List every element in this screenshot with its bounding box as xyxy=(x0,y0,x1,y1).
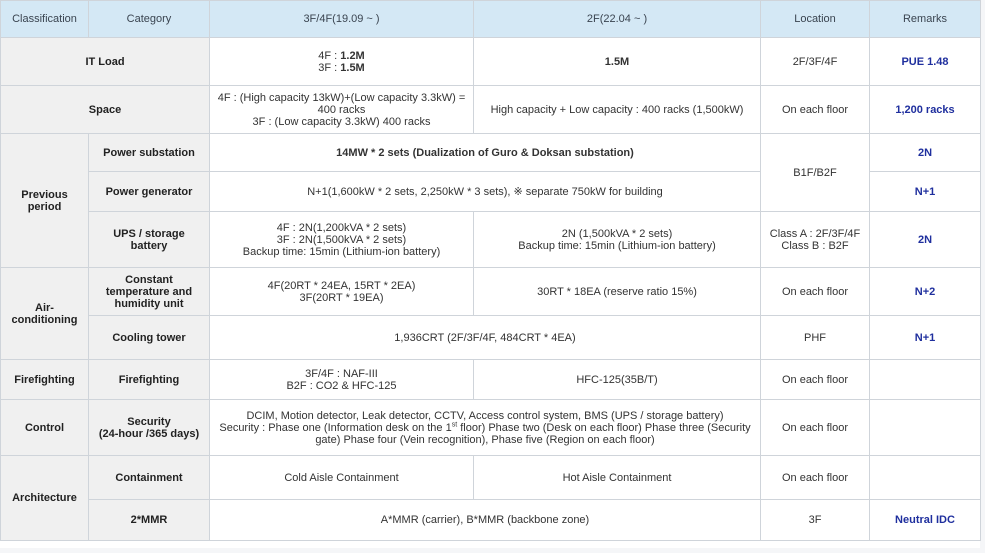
header-row xyxy=(1,1,981,38)
security-value-sup: st xyxy=(451,420,458,428)
constant-temp-3f4f xyxy=(210,268,474,316)
architecture-class-label: Architecture xyxy=(1,456,89,541)
security-label-line1: Security xyxy=(127,415,171,428)
unit-label-line1: Constant xyxy=(125,273,173,286)
firefighting-location: On each floor xyxy=(761,360,870,400)
it-load-label: IT Load xyxy=(1,38,210,86)
security-value-line2b: floor) Phase two (Desk on each floor) Phase three (Security xyxy=(457,421,751,434)
firefighting-2f: HFC-125(35B/T) xyxy=(474,360,761,400)
firefighting-label: Firefighting xyxy=(89,360,210,400)
space-location: On each floor xyxy=(761,86,870,134)
col-header-classification: Classification xyxy=(1,1,89,38)
unit-label-line2: temperature and xyxy=(105,285,193,298)
space-3f4f-line2: 400 racks xyxy=(317,103,366,116)
it-load-3f4f xyxy=(210,38,474,86)
power-generator-label: Power generator xyxy=(89,172,210,212)
security-location: On each floor xyxy=(761,400,870,456)
space-2f: High capacity + Low capacity : 400 racks (1,500kW) xyxy=(474,86,761,134)
row-power-substation xyxy=(1,134,981,172)
it-load-3f-prefix: 3F : xyxy=(318,61,341,74)
security-value-line1: DCIM, Motion detector, Leak detector, CCTV, Access control system, BMS (UPS / storage battery) xyxy=(246,409,724,422)
row-control xyxy=(1,400,981,456)
mmr-remarks: Neutral IDC xyxy=(870,500,981,541)
ups-3f4f-line2: 3F : 2N(1,500kVA * 2 sets) xyxy=(276,233,407,246)
power-generator-remarks: N+1 xyxy=(870,172,981,212)
ups-label-line1: UPS / storage xyxy=(113,227,185,240)
ups-2f-line2: Backup time: 15min (Lithium-ion battery) xyxy=(518,239,716,252)
row-it-load xyxy=(1,38,981,86)
it-load-location: 2F/3F/4F xyxy=(761,38,870,86)
it-load-3f-value: 1.5M xyxy=(340,61,365,74)
ups-2f xyxy=(474,212,761,268)
containment-remarks xyxy=(870,456,981,500)
it-load-remarks: PUE 1.48 xyxy=(870,38,981,86)
cooling-tower-remarks: N+1 xyxy=(870,316,981,360)
security-label xyxy=(89,400,210,456)
space-3f4f-line3: 3F : (Low capacity 3.3kW) 400 racks xyxy=(252,115,431,128)
col-header-2f: 2F(22.04 ~ ) xyxy=(474,1,761,38)
space-3f4f xyxy=(210,86,474,134)
col-header-category: Category xyxy=(89,1,210,38)
ups-remarks: 2N xyxy=(870,212,981,268)
air-conditioning-label xyxy=(1,268,89,360)
row-containment xyxy=(1,456,981,500)
containment-2f: Hot Aisle Containment xyxy=(474,456,761,500)
row-space xyxy=(1,86,981,134)
cooling-tower-label: Cooling tower xyxy=(89,316,210,360)
col-header-location: Location xyxy=(761,1,870,38)
col-header-remarks: Remarks xyxy=(870,1,981,38)
air-label-line2: conditioning xyxy=(11,313,78,326)
power-location: B1F/B2F xyxy=(761,134,870,212)
ups-3f4f xyxy=(210,212,474,268)
previous-label-line2: period xyxy=(27,200,62,213)
security-remarks xyxy=(870,400,981,456)
row-ups xyxy=(1,212,981,268)
ups-label-line2: battery xyxy=(130,239,168,252)
mmr-location: 3F xyxy=(761,500,870,541)
space-label: Space xyxy=(1,86,210,134)
constant-temp-2f: 30RT * 18EA (reserve ratio 15%) xyxy=(474,268,761,316)
row-firefighting xyxy=(1,360,981,400)
previous-period-label xyxy=(1,134,89,268)
mmr-value: A*MMR (carrier), B*MMR (backbone zone) xyxy=(210,500,761,541)
space-3f4f-line1: 4F : (High capacity 13kW)+(Low capacity 3.3kW) = xyxy=(217,91,466,104)
power-substation-value: 14MW * 2 sets (Dualization of Guro & Doksan substation) xyxy=(210,134,761,172)
cooling-tower-value: 1,936CRT (2F/3F/4F, 484CRT * 4EA) xyxy=(210,316,761,360)
ups-3f4f-line1: 4F : 2N(1,200kVA * 2 sets) xyxy=(276,221,407,234)
row-mmr xyxy=(1,500,981,541)
unit-3f4f-line2: 3F(20RT * 19EA) xyxy=(299,291,384,304)
containment-location: On each floor xyxy=(761,456,870,500)
unit-label-line3: humidity unit xyxy=(114,297,184,310)
cooling-tower-location: PHF xyxy=(761,316,870,360)
ups-location-line2: Class B : B2F xyxy=(781,239,849,252)
it-load-4f-value: 1.2M xyxy=(340,49,365,62)
ups-label xyxy=(89,212,210,268)
ups-location xyxy=(761,212,870,268)
containment-label: Containment xyxy=(89,456,210,500)
security-label-line2: (24-hour /365 days) xyxy=(98,427,200,440)
constant-temp-label xyxy=(89,268,210,316)
security-value-line2a: Security : Phase one (Information desk on the 1 xyxy=(219,421,452,434)
containment-3f4f: Cold Aisle Containment xyxy=(210,456,474,500)
power-substation-label: Power substation xyxy=(89,134,210,172)
air-label-line1: Air- xyxy=(35,301,54,314)
row-constant-temp-unit xyxy=(1,268,981,316)
firefighting-3f4f xyxy=(210,360,474,400)
fire-3f4f-line1: 3F/4F : NAF-III xyxy=(305,367,378,380)
unit-3f4f-line1: 4F(20RT * 24EA, 15RT * 2EA) xyxy=(267,279,416,292)
it-load-2f: 1.5M xyxy=(474,38,761,86)
it-load-4f-prefix: 4F : xyxy=(318,49,341,62)
constant-temp-location: On each floor xyxy=(761,268,870,316)
mmr-label: 2*MMR xyxy=(89,500,210,541)
firefighting-remarks xyxy=(870,360,981,400)
ups-3f4f-line3: Backup time: 15min (Lithium-ion battery) xyxy=(242,245,441,258)
power-substation-remarks: 2N xyxy=(870,134,981,172)
col-header-3f4f: 3F/4F(19.09 ~ ) xyxy=(210,1,474,38)
power-generator-value: N+1(1,600kW * 2 sets, 2,250kW * 3 sets), ※ separate 750kW for building xyxy=(210,172,761,212)
constant-temp-remarks: N+2 xyxy=(870,268,981,316)
firefighting-class-label: Firefighting xyxy=(1,360,89,400)
previous-label-line1: Previous xyxy=(21,188,68,201)
ups-2f-line1: 2N (1,500kVA * 2 sets) xyxy=(561,227,673,240)
security-value-line3: gate) Phase four (Vein recognition), Phase five (Region on each floor) xyxy=(315,433,655,446)
ups-location-line1: Class A : 2F/3F/4F xyxy=(769,227,861,240)
row-cooling-tower xyxy=(1,316,981,360)
fire-3f4f-line2: B2F : CO2 & HFC-125 xyxy=(286,379,397,392)
security-value xyxy=(210,400,761,456)
control-class-label: Control xyxy=(1,400,89,456)
space-remarks: 1,200 racks xyxy=(870,86,981,134)
